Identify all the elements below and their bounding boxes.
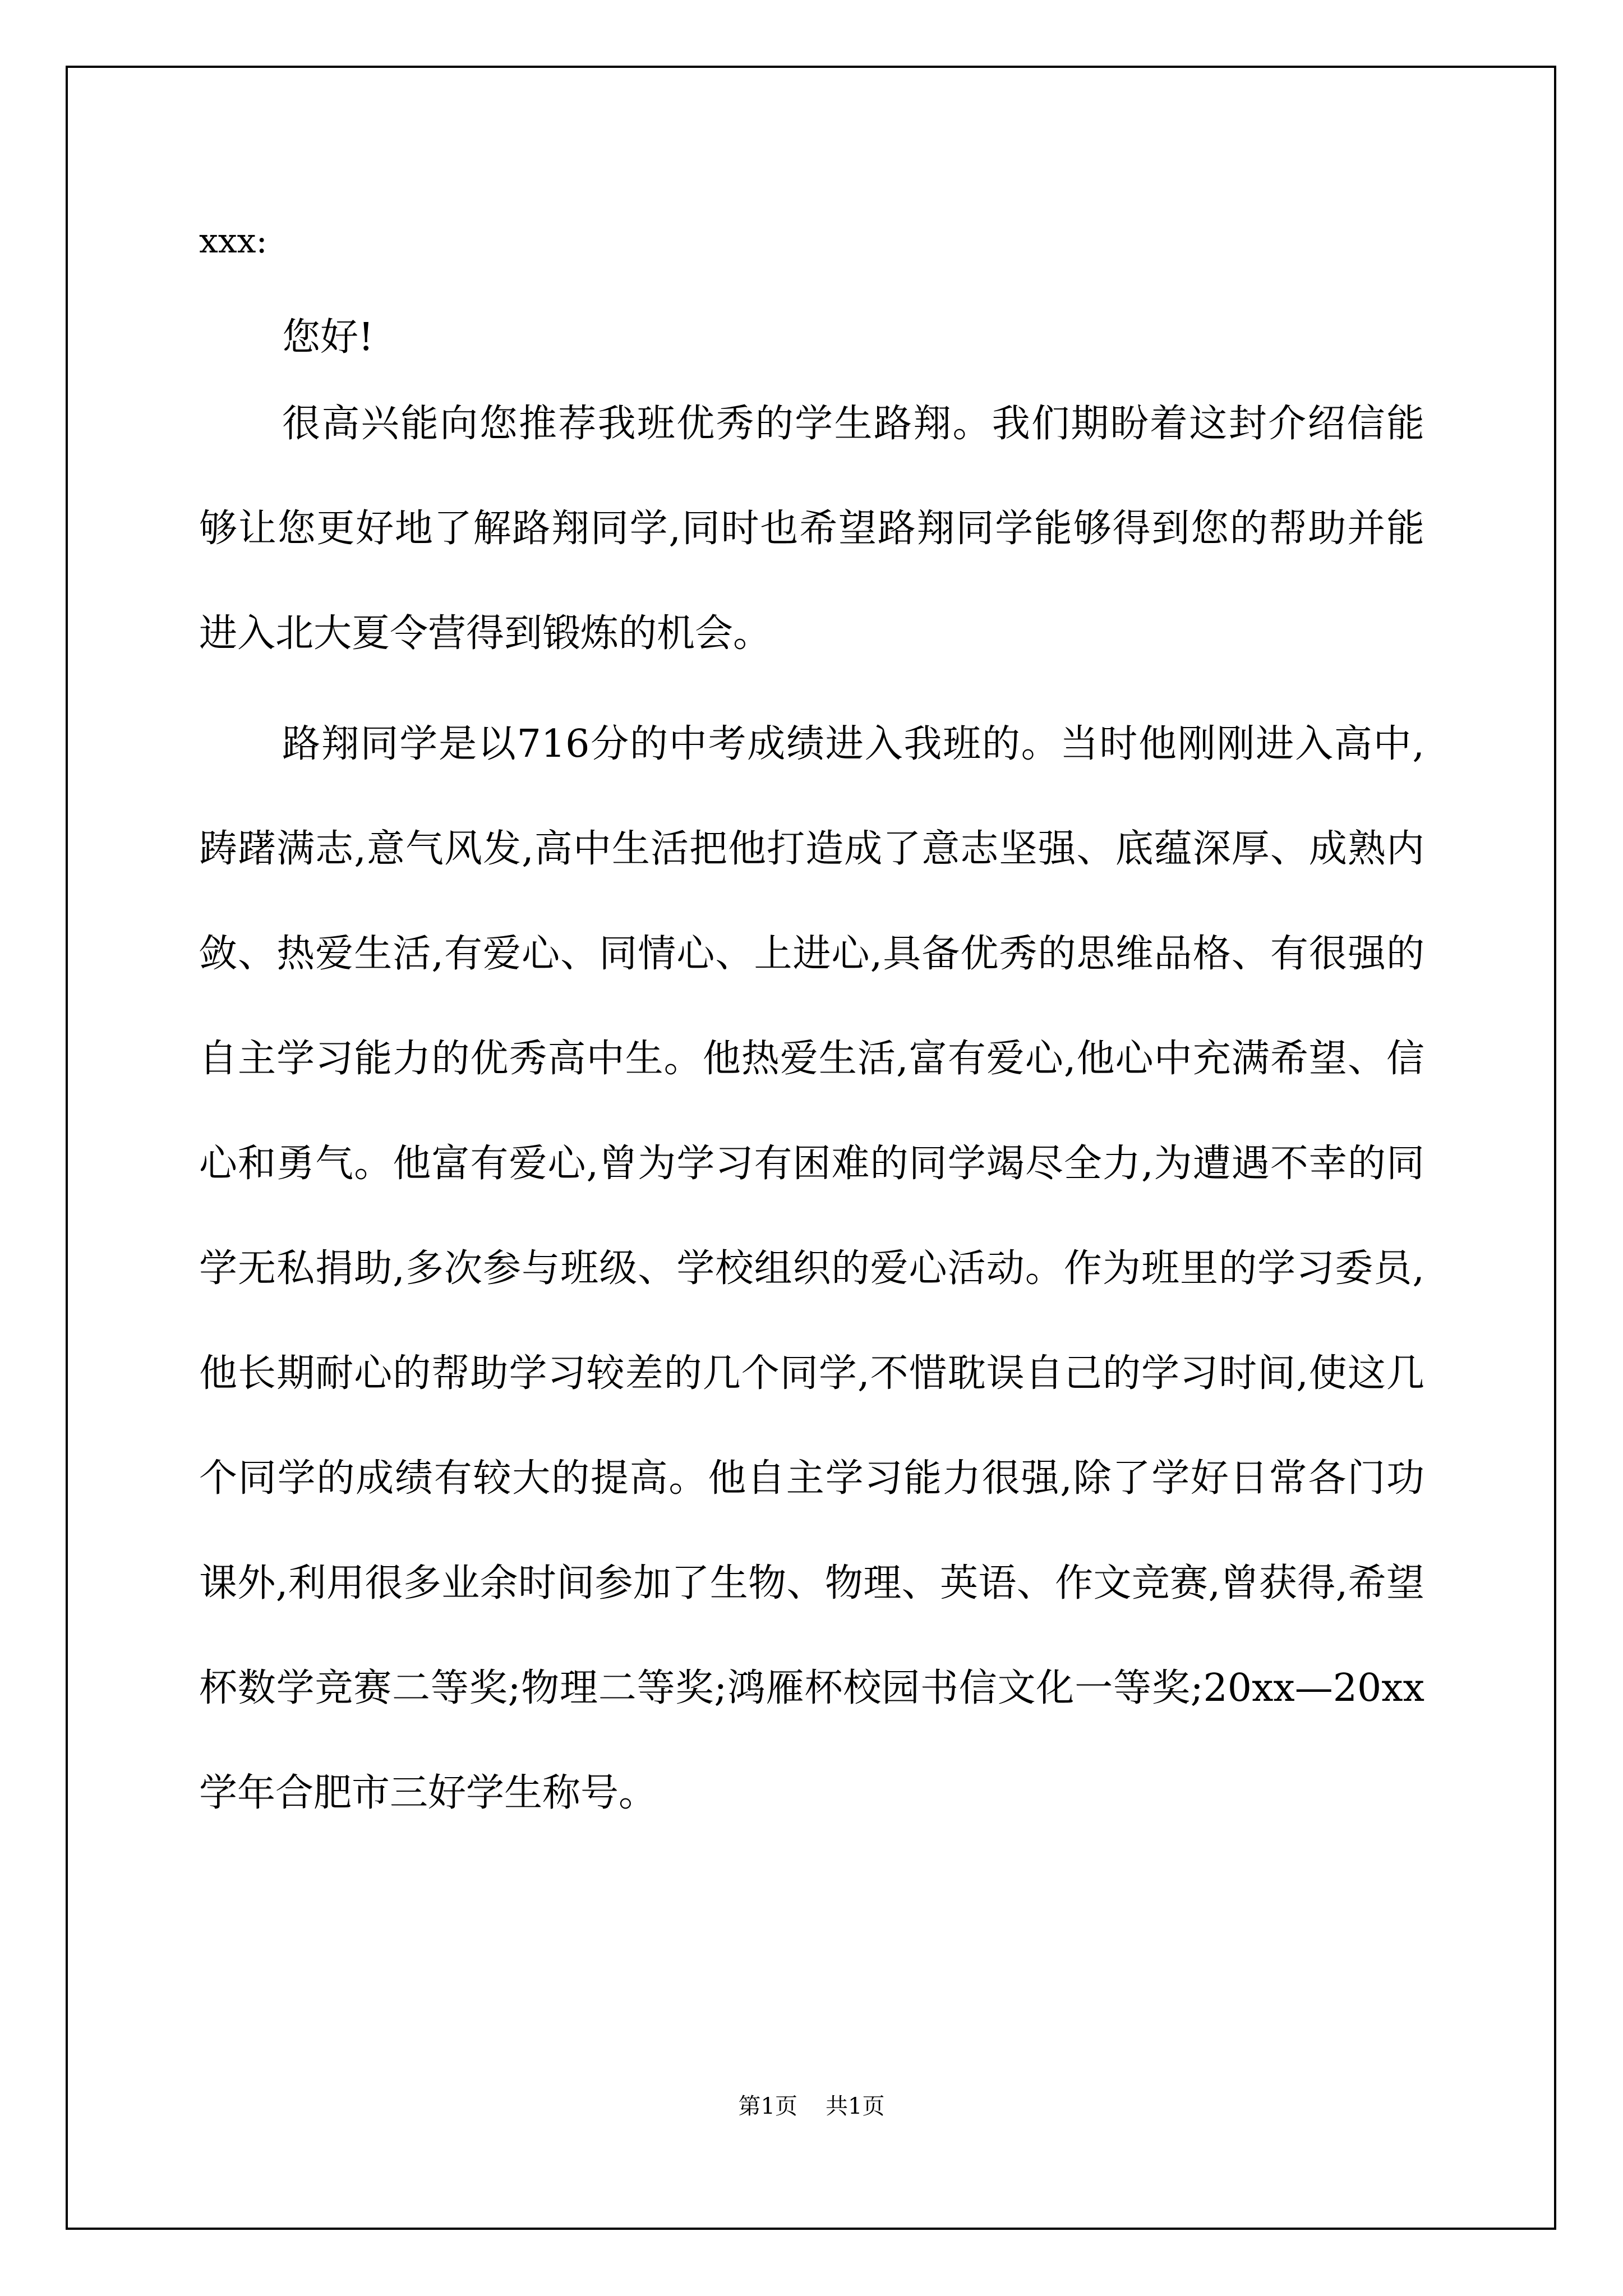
- paragraph-details: 路翔同学是以716分的中考成绩进入我班的。当时他刚刚进入高中,踌躇满志,意气风发,高中生活把他打造成了意志坚强、底蕴深厚、成熟内敛、热爱生活,有爱心、同情心、上进心,具备优秀的思维品格、有很强的自主学习能力的优秀高中生。他热爱生活,富有爱心,他心中充满希望、信心和勇气。他富有爱心,曾为学习有困难的同学竭尽全力,为遭遇不幸的同学无私捐助,多次参与班级、学校组织的爱心活动。作为班里的学习委员,他长期耐心的帮助学习较差的几个同学,不惜耽误自己的学习时间,使这几个同学的成绩有较大的提高。他自主学习能力很强,除了学好日常各门功课外,利用很多业余时间参加了生物、物理、英语、作文竞赛,曾获得,希望杯数学竞赛二等奖;物理二等奖;鸿雁杯校园书信文化一等奖;20xx—20xx学年合肥市三好学生称号。: [199, 722, 1424, 1815]
- page-number: 第1页: [738, 2093, 797, 2119]
- page-footer: [0, 2090, 1623, 2123]
- salutation: xxx:: [199, 222, 268, 261]
- page-total: 共1页: [826, 2093, 885, 2119]
- greeting: 您好!: [282, 315, 374, 360]
- letter-body: [199, 213, 1424, 1846]
- paragraph-intro: 很高兴能向您推荐我班优秀的学生路翔。我们期盼着这封介绍信能够让您更好地了解路翔同学,同时也希望路翔同学能够得到您的帮助并能进入北大夏令营得到锻炼的机会。: [199, 402, 1424, 656]
